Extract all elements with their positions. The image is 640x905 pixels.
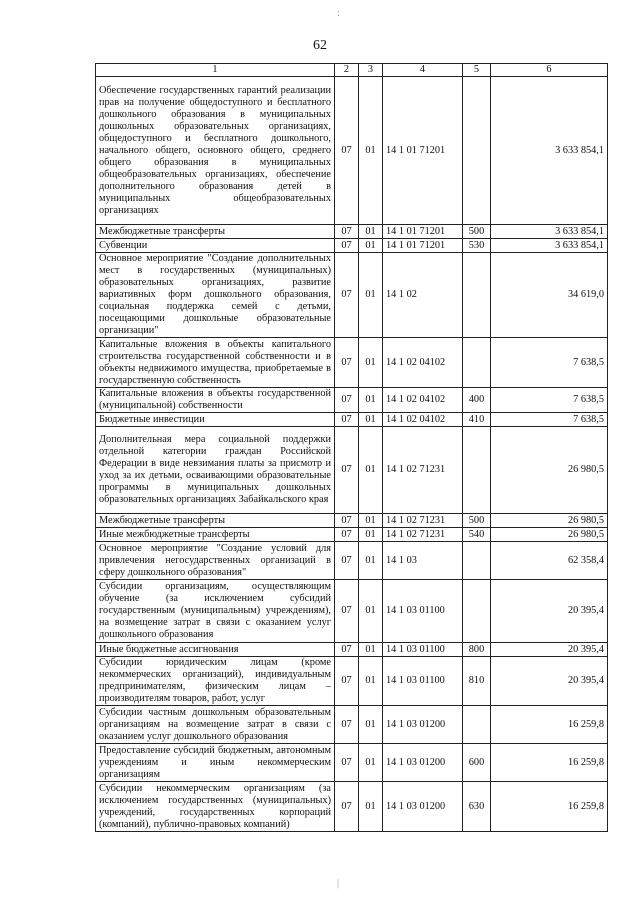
row-amount-cell: 7 638,5 xyxy=(491,338,608,388)
row-col3-cell: 01 xyxy=(359,77,383,225)
row-code-cell: 14 1 03 01200 xyxy=(383,706,463,744)
row-code-cell: 14 1 02 71231 xyxy=(383,528,463,542)
row-code-cell: 14 1 01 71201 xyxy=(383,225,463,239)
page-number: 62 xyxy=(313,38,327,53)
row-col3-cell: 01 xyxy=(359,542,383,580)
row-code-cell: 14 1 03 xyxy=(383,542,463,580)
table-row xyxy=(96,388,608,413)
row-col2-cell: 07 xyxy=(335,225,359,239)
row-col2-cell: 07 xyxy=(335,643,359,657)
table-row xyxy=(96,225,608,239)
row-name-cell: Основное мероприятие "Создание условий для привлечения негосударственных организаций в сферу дошкольного образования" xyxy=(96,542,335,580)
row-col5-cell: 540 xyxy=(463,528,491,542)
table-row xyxy=(96,643,608,657)
row-col3-cell: 01 xyxy=(359,580,383,643)
table-row xyxy=(96,338,608,388)
row-amount-cell: 62 358,4 xyxy=(491,542,608,580)
row-col5-cell: 500 xyxy=(463,225,491,239)
row-code-cell: 14 1 02 xyxy=(383,253,463,338)
row-amount-cell: 3 633 854,1 xyxy=(491,239,608,253)
row-col2-cell: 07 xyxy=(335,338,359,388)
row-col3-cell: 01 xyxy=(359,514,383,528)
row-amount-cell: 34 619,0 xyxy=(491,253,608,338)
row-code-cell: 14 1 02 71231 xyxy=(383,514,463,528)
table-header-row xyxy=(96,64,608,77)
row-code-cell: 14 1 02 04102 xyxy=(383,338,463,388)
row-col5-cell: 630 xyxy=(463,782,491,832)
row-col5-cell: 400 xyxy=(463,388,491,413)
table-row xyxy=(96,528,608,542)
row-code-cell: 14 1 03 01200 xyxy=(383,782,463,832)
table-body xyxy=(96,77,608,832)
row-col2-cell: 07 xyxy=(335,413,359,427)
row-amount-cell: 16 259,8 xyxy=(491,744,608,782)
row-code-cell: 14 1 03 01100 xyxy=(383,643,463,657)
row-amount-cell: 26 980,5 xyxy=(491,528,608,542)
table-row xyxy=(96,706,608,744)
row-name-cell: Субсидии некоммерческим организациям (за исключением государственных (муниципальных) учреждений, государственных корпораций (компаний), публично-правовых компаний) xyxy=(96,782,335,832)
row-code-cell: 14 1 03 01100 xyxy=(383,657,463,706)
row-amount-cell: 3 633 854,1 xyxy=(491,225,608,239)
table-row xyxy=(96,413,608,427)
row-amount-cell: 7 638,5 xyxy=(491,413,608,427)
header-col-5: 5 xyxy=(463,64,491,77)
row-col5-cell xyxy=(463,706,491,744)
table-row xyxy=(96,542,608,580)
row-col3-cell: 01 xyxy=(359,744,383,782)
table-row xyxy=(96,427,608,514)
row-col2-cell: 07 xyxy=(335,528,359,542)
header-col-6: 6 xyxy=(491,64,608,77)
row-col2-cell: 07 xyxy=(335,514,359,528)
row-name-cell: Иные межбюджетные трансферты xyxy=(96,528,335,542)
row-name-cell: Межбюджетные трансферты xyxy=(96,514,335,528)
row-col3-cell: 01 xyxy=(359,657,383,706)
row-amount-cell: 20 395,4 xyxy=(491,643,608,657)
table-row xyxy=(96,744,608,782)
row-col3-cell: 01 xyxy=(359,528,383,542)
table-row xyxy=(96,782,608,832)
row-col2-cell: 07 xyxy=(335,580,359,643)
row-col5-cell xyxy=(463,253,491,338)
row-code-cell: 14 1 03 01100 xyxy=(383,580,463,643)
row-name-cell: Иные бюджетные ассигнования xyxy=(96,643,335,657)
row-col5-cell xyxy=(463,427,491,514)
row-col2-cell: 07 xyxy=(335,253,359,338)
row-name-cell: Капитальные вложения в объекты капитального строительства государственной собственности и в объекты недвижимого имущества, приобретаемые в государственную собственность xyxy=(96,338,335,388)
row-col2-cell: 07 xyxy=(335,657,359,706)
row-col3-cell: 01 xyxy=(359,427,383,514)
row-amount-cell: 20 395,4 xyxy=(491,580,608,643)
scan-mark: | xyxy=(337,878,340,889)
row-code-cell: 14 1 01 71201 xyxy=(383,77,463,225)
row-code-cell: 14 1 02 71231 xyxy=(383,427,463,514)
row-col5-cell: 500 xyxy=(463,514,491,528)
row-amount-cell: 16 259,8 xyxy=(491,706,608,744)
row-name-cell: Капитальные вложения в объекты государственной (муниципальной) собственности xyxy=(96,388,335,413)
row-code-cell: 14 1 02 04102 xyxy=(383,413,463,427)
row-code-cell: 14 1 02 04102 xyxy=(383,388,463,413)
row-amount-cell: 7 638,5 xyxy=(491,388,608,413)
row-col3-cell: 01 xyxy=(359,413,383,427)
row-col3-cell: 01 xyxy=(359,239,383,253)
row-name-cell: Субсидии частным дошкольным образовательным организациям на возмещение затрат в связи с оказанием услуг дошкольного образования xyxy=(96,706,335,744)
row-amount-cell: 16 259,8 xyxy=(491,782,608,832)
row-name-cell: Предоставление субсидий бюджетным, автономным учреждениям и иным некоммерческим организациям xyxy=(96,744,335,782)
row-col2-cell: 07 xyxy=(335,388,359,413)
table-row xyxy=(96,239,608,253)
row-col5-cell: 600 xyxy=(463,744,491,782)
row-col5-cell: 410 xyxy=(463,413,491,427)
table-row xyxy=(96,77,608,225)
row-amount-cell: 26 980,5 xyxy=(491,514,608,528)
header-col-4: 4 xyxy=(383,64,463,77)
table-row xyxy=(96,253,608,338)
row-col5-cell xyxy=(463,580,491,643)
row-name-cell: Основное мероприятие "Создание дополнительных мест в государственных (муниципальных) образовательных организациях, развитие вариативных форм дошкольного образования, социальная поддержка семей с детьми, посещающими дошкольные образовательные организации" xyxy=(96,253,335,338)
header-col-3: 3 xyxy=(359,64,383,77)
row-name-cell: Субсидии организациям, осуществляющим обучение (за исключением субсидий государственным (муниципальным) учреждениям), на возмещение затрат в связи с оказанием услуг дошкольного образования xyxy=(96,580,335,643)
row-amount-cell: 3 633 854,1 xyxy=(491,77,608,225)
row-name-cell: Дополнительная мера социальной поддержки отдельной категории граждан Российской Федерации в виде невзимания платы за присмотр и уход за их детьми, осваивающими образовательные программы в муниципальных дошкольных образовательных организациях Забайкальского края xyxy=(96,427,335,514)
row-name-cell: Межбюджетные трансферты xyxy=(96,225,335,239)
row-col5-cell xyxy=(463,542,491,580)
row-col3-cell: 01 xyxy=(359,225,383,239)
row-name-cell: Субсидии юридическим лицам (кроме некоммерческих организаций), индивидуальным предпринимателям, физическим лицам – производителям товаров, работ, услуг xyxy=(96,657,335,706)
table-row xyxy=(96,580,608,643)
row-col5-cell: 800 xyxy=(463,643,491,657)
table-row xyxy=(96,514,608,528)
row-name-cell: Обеспечение государственных гарантий реализации прав на получение общедоступного и бесплатного дошкольного образования в муниципальных дошкольных образовательных организациях, общедоступного и бесплатного дошкольного, начального общего, основного общего, среднего общего образования в муниципальных общеобразовательных организациях, обеспечение дополнительного образования детей в муниципальных общеобразовательных организациях xyxy=(96,77,335,225)
scan-mark: : xyxy=(337,8,340,19)
row-col3-cell: 01 xyxy=(359,706,383,744)
row-col2-cell: 07 xyxy=(335,77,359,225)
row-col3-cell: 01 xyxy=(359,782,383,832)
row-code-cell: 14 1 03 01200 xyxy=(383,744,463,782)
table-row xyxy=(96,657,608,706)
header-col-1: 1 xyxy=(96,64,335,77)
row-name-cell: Субвенции xyxy=(96,239,335,253)
row-amount-cell: 26 980,5 xyxy=(491,427,608,514)
row-col3-cell: 01 xyxy=(359,388,383,413)
row-col5-cell xyxy=(463,338,491,388)
row-col3-cell: 01 xyxy=(359,253,383,338)
row-col5-cell: 530 xyxy=(463,239,491,253)
row-col3-cell: 01 xyxy=(359,338,383,388)
row-col3-cell: 01 xyxy=(359,643,383,657)
row-amount-cell: 20 395,4 xyxy=(491,657,608,706)
row-name-cell: Бюджетные инвестиции xyxy=(96,413,335,427)
row-col5-cell xyxy=(463,77,491,225)
row-col2-cell: 07 xyxy=(335,706,359,744)
row-col2-cell: 07 xyxy=(335,542,359,580)
budget-table xyxy=(95,63,608,832)
row-code-cell: 14 1 01 71201 xyxy=(383,239,463,253)
header-col-2: 2 xyxy=(335,64,359,77)
row-col2-cell: 07 xyxy=(335,427,359,514)
row-col5-cell: 810 xyxy=(463,657,491,706)
row-col2-cell: 07 xyxy=(335,239,359,253)
row-col2-cell: 07 xyxy=(335,744,359,782)
row-col2-cell: 07 xyxy=(335,782,359,832)
